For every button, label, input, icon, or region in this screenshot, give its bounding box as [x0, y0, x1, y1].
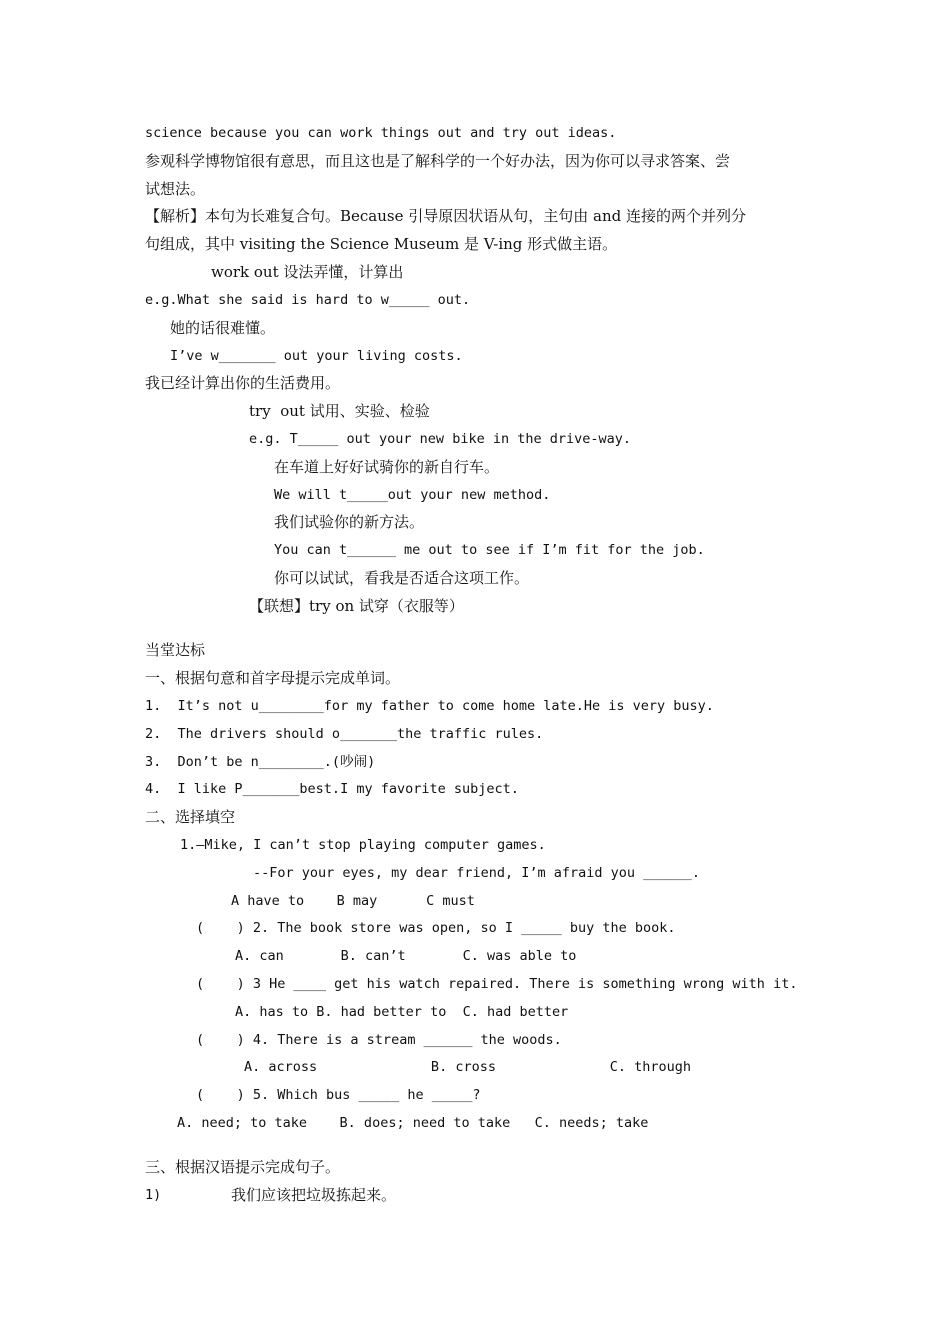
question-stem: --For your eyes, my dear friend, I’m afraid you ______. [253, 865, 701, 881]
example-translation: 她的话很难懂。 [170, 319, 276, 337]
question-stem: ( ) 3 He ____ get his watch repaired. There is something wrong with it. [196, 976, 798, 992]
question-stem: ( ) 4. There is a stream ______ the woods. [196, 1032, 562, 1048]
association-note: 【联想】try on 试穿（衣服等） [249, 597, 464, 615]
example-sentence: e.g.What she said is hard to w_____ out. [145, 292, 471, 308]
example-sentence: You can t______ me out to see if I’m fit for the job. [274, 542, 705, 558]
question-stem: ( ) 2. The book store was open, so I _____ buy the book. [196, 920, 676, 936]
item-number: 1) [145, 1187, 162, 1203]
question-stem: ( ) 5. Which bus _____ he _____? [196, 1087, 481, 1103]
section-title: 当堂达标 [145, 641, 206, 659]
exercise-item: 2. The drivers should o_______the traffic rules. [145, 726, 544, 742]
example-sentence: I’ve w_______ out your living costs. [170, 348, 463, 364]
exercise-item: 4. I like P_______best.I my favorite subject. [145, 781, 519, 797]
passage-translation-line: 参观科学博物馆很有意思，而且这也是了解科学的一个好办法，因为你可以寻求答案、尝 [145, 152, 731, 170]
example-translation: 我们试验你的新方法。 [274, 513, 425, 531]
analysis-line: 【解析】本句为长难复合句。Because 引导原因状语从句，主句由 and 连接的两个并列分 [145, 207, 746, 225]
answer-options: A. need; to take B. does; need to take C. needs; take [177, 1115, 649, 1131]
exercise-heading: 一、根据句意和首字母提示完成单词。 [145, 669, 401, 687]
phrase-heading: work out 设法弄懂，计算出 [211, 263, 404, 281]
exercise-item: 我们应该把垃圾拣起来。 [231, 1186, 397, 1204]
phrase-heading: try out 试用、实验、检验 [249, 402, 430, 420]
answer-options: A. has to B. had better to C. had better [235, 1004, 569, 1020]
example-translation: 我已经计算出你的生活费用。 [145, 374, 341, 392]
answer-options: A have to B may C must [231, 893, 475, 909]
example-sentence: We will t_____out your new method. [274, 487, 551, 503]
exercise-item: 1. It’s not u________for my father to come home late.He is very busy. [145, 698, 714, 714]
answer-options: A. across B. cross C. through [244, 1059, 692, 1075]
example-sentence: e.g. T_____ out your new bike in the drive-way. [249, 431, 632, 447]
exercise-heading: 二、选择填空 [145, 808, 236, 826]
analysis-line: 句组成，其中 visiting the Science Museum 是 V-ing 形式做主语。 [145, 235, 618, 253]
exercise-item: 3. Don’t be n________.(吵闹) [145, 754, 376, 770]
answer-options: A. can B. can’t C. was able to [235, 948, 577, 964]
passage-translation-line: 试想法。 [145, 180, 206, 198]
passage-line: science because you can work things out and try out ideas. [145, 125, 617, 141]
exercise-heading: 三、根据汉语提示完成句子。 [145, 1158, 341, 1176]
example-translation: 你可以试试，看我是否适合这项工作。 [274, 569, 530, 587]
question-stem: 1.—Mike, I can’t stop playing computer games. [180, 837, 546, 853]
example-translation: 在车道上好好试骑你的新自行车。 [274, 458, 500, 476]
